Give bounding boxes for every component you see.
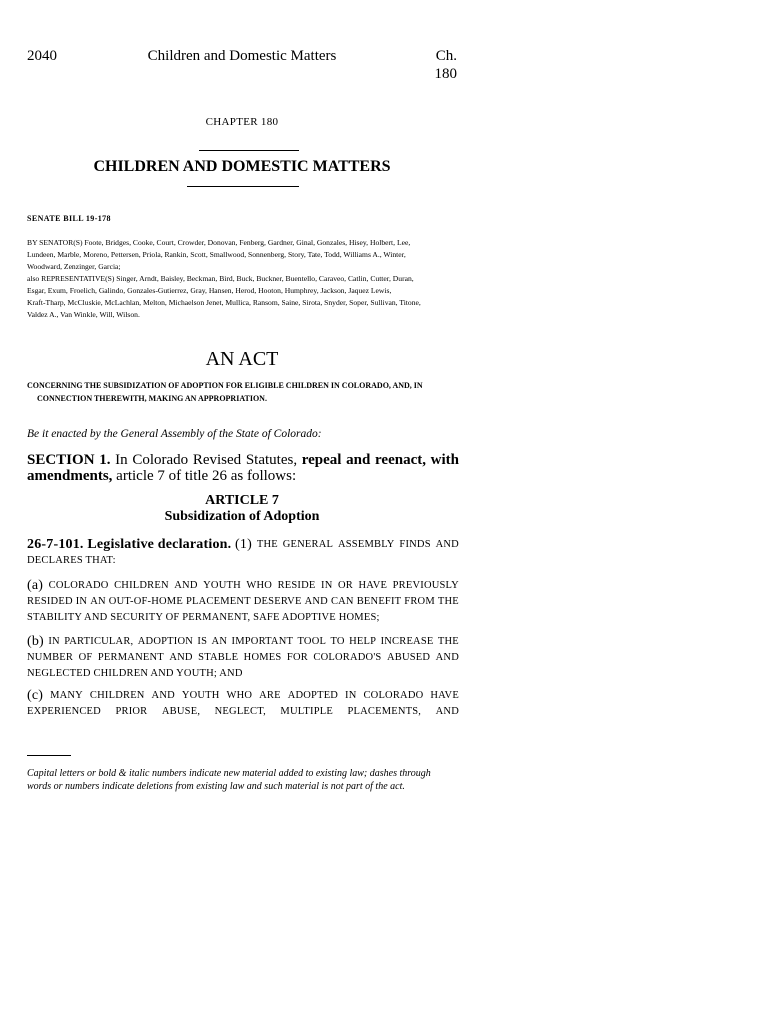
word: FROM	[404, 596, 435, 607]
act-title	[27, 379, 459, 405]
word: OF	[78, 652, 93, 663]
sponsors-line: Kraft-Tharp, McCluskie, McLachlan, Melton, Michaelson Jenet, Mullica, Ransom, Saine, Sirota, Snyder, Soper, Sullivan, Titone,	[27, 298, 421, 307]
section-1-line	[27, 452, 459, 468]
paragraph-line: STABILITY AND SECURITY OF PERMANENT, SAFE ADOPTIVE HOMES;	[27, 612, 380, 623]
word: IN	[75, 596, 88, 607]
word: CAN	[330, 596, 354, 607]
word: ABUSED	[386, 652, 431, 663]
enacting-clause: Be it enacted by the General Assembly of the State of Colorado:	[27, 428, 322, 440]
paragraph-a	[27, 578, 459, 626]
word: AND	[304, 596, 328, 607]
word: THE	[437, 636, 459, 647]
word: IN	[321, 580, 333, 591]
word: THE	[256, 539, 278, 550]
word: YOUTH	[181, 690, 220, 701]
word: PERMANENT	[97, 652, 164, 663]
word: HOMES	[243, 652, 282, 663]
word: FOR	[286, 652, 308, 663]
paragraph-line	[27, 704, 459, 720]
sponsors-list	[27, 237, 459, 321]
section-1-text: In Colorado Revised Statutes,	[115, 452, 298, 468]
word: RESIDE	[277, 580, 316, 591]
word: AND	[151, 690, 175, 701]
sponsors-line: also REPRESENTATIVE(S) Singer, Arndt, Baisley, Beckman, Bird, Buck, Buckner, Buentello, Caraveo, Catlin, Cutter, Duran,	[27, 274, 414, 283]
word: COLORADO'S	[313, 652, 382, 663]
word: IN	[48, 636, 60, 647]
word: HAVE	[430, 690, 459, 701]
word: PLACEMENTS,	[347, 706, 422, 717]
word: FINDS	[399, 539, 431, 550]
article-title: Subsidization of Adoption	[164, 509, 320, 524]
word: NUMBER	[27, 652, 74, 663]
title-rule-bottom	[187, 186, 299, 187]
word: COLORADO	[48, 580, 109, 591]
word: WHO	[226, 690, 253, 701]
word: EXPERIENCED	[27, 706, 101, 717]
word: ABUSE,	[161, 706, 201, 717]
word: AN	[90, 596, 106, 607]
word: COLORADO	[363, 690, 424, 701]
page-number: 2040	[27, 48, 57, 64]
word: WHO	[246, 580, 273, 591]
paragraph-line	[27, 634, 459, 650]
word: ADOPTED	[287, 690, 339, 701]
section-citation: 26-7-101.	[27, 537, 84, 552]
word: THE	[437, 596, 459, 607]
sponsors-line: BY SENATOR(S) Foote, Bridges, Cooke, Court, Crowder, Donovan, Fenberg, Gardner, Ginal, Gonzales, Hisey, Holbert, Lee,	[27, 238, 411, 247]
sponsors-line: Woodward, Zenzinger, Garcia;	[27, 262, 121, 271]
paragraph-line	[27, 688, 459, 704]
chapter-reference: Ch. 180	[434, 48, 457, 82]
section-1	[27, 452, 459, 484]
word: BENEFIT	[356, 596, 402, 607]
paragraph-letter: (b)	[27, 634, 44, 649]
section-1-bold-text: repeal and reenact, with	[301, 452, 459, 468]
word: AND	[435, 706, 459, 717]
word: YOUTH	[203, 580, 241, 591]
word: STABLE	[198, 652, 239, 663]
word: ARE	[259, 690, 281, 701]
word: PRIOR	[115, 706, 148, 717]
sponsors-line: Valdez A., Van Winkle, Will, Wilson.	[27, 310, 140, 319]
paragraph-line	[27, 537, 459, 553]
word: OUT-OF-HOME	[108, 596, 183, 607]
word: GENERAL	[282, 539, 334, 550]
word: HAVE	[358, 580, 388, 591]
section-1-bold-text: amendments,	[27, 468, 113, 484]
word: HELP	[349, 636, 377, 647]
article-number: ARTICLE 7	[205, 493, 279, 508]
bill-number: SENATE BILL 19-178	[27, 214, 111, 223]
section-1-text: article 7 of title 26 as follows:	[116, 468, 297, 484]
word: AND	[169, 652, 193, 663]
word: TOOL	[297, 636, 327, 647]
paragraph-line: DECLARES THAT:	[27, 555, 116, 566]
word: IS	[197, 636, 208, 647]
paragraph-c	[27, 688, 459, 720]
word: ASSEMBLY	[337, 539, 395, 550]
footnote-line: Capital letters or bold & italic numbers indicate new material added to existing law; dashes through	[27, 768, 431, 779]
word: OR	[338, 580, 353, 591]
paragraph-line: NEGLECTED CHILDREN AND YOUTH; AND	[27, 668, 243, 679]
section-26-7-101	[27, 537, 459, 569]
word: ADOPTION	[137, 636, 194, 647]
word: MULTIPLE	[280, 706, 333, 717]
section-1-label: SECTION 1.	[27, 452, 111, 468]
word: AND	[174, 580, 198, 591]
sponsors-line: Esgar, Exum, Froelich, Galindo, Gonzales-Gutierrez, Gray, Hansen, Herod, Hooton, Humphrey, Jackson, Jaquez Lewis,	[27, 286, 392, 295]
section-heading: Legislative declaration.	[87, 537, 232, 552]
word: INCREASE	[380, 636, 434, 647]
section-lead	[27, 537, 252, 553]
chapter-label: CHAPTER 180	[205, 116, 279, 128]
footnote-rule	[27, 755, 71, 756]
word: TO	[330, 636, 345, 647]
word: CHILDREN	[89, 690, 145, 701]
word: AND	[435, 652, 459, 663]
chapter-title: CHILDREN AND DOMESTIC MATTERS	[93, 158, 391, 175]
paragraph-line	[27, 578, 459, 594]
word: NEGLECT,	[214, 706, 266, 717]
subsection-number: (1)	[235, 537, 252, 552]
sponsors-line: Lundeen, Marble, Moreno, Pettersen, Priola, Rankin, Scott, Smallwood, Sonnenberg, Story, Tate, Todd, Williams A., Winter,	[27, 250, 406, 259]
act-title-line: CONNECTION THEREWITH, MAKING AN APPROPRIATION.	[37, 394, 267, 403]
paragraph-line	[27, 650, 459, 666]
paragraph-letter: (c)	[27, 688, 44, 703]
footnote-line: words or numbers indicate deletions from existing law and such material is not part of the act.	[27, 781, 405, 792]
section-1-line	[27, 468, 459, 484]
word: IMPORTANT	[231, 636, 294, 647]
act-heading: AN ACT	[205, 348, 279, 370]
running-title: Children and Domestic Matters	[147, 48, 337, 64]
word: DESERVE	[253, 596, 302, 607]
paragraph-letter: (a)	[27, 578, 44, 593]
footnote	[27, 767, 459, 793]
word: PREVIOUSLY	[392, 580, 459, 591]
article-heading	[0, 493, 484, 525]
word: PLACEMENT	[185, 596, 251, 607]
word: PARTICULAR,	[64, 636, 134, 647]
word: CHILDREN	[114, 580, 169, 591]
paragraph-b	[27, 634, 459, 682]
word: MANY	[50, 690, 83, 701]
word: RESIDED	[27, 596, 73, 607]
paragraph-line	[27, 594, 459, 610]
word: AN	[211, 636, 228, 647]
word: IN	[345, 690, 357, 701]
title-rule-top	[199, 150, 299, 151]
word: AND	[435, 539, 459, 550]
act-title-line: CONCERNING THE SUBSIDIZATION OF ADOPTION FOR ELIGIBLE CHILDREN IN COLORADO, AND, IN	[27, 381, 423, 390]
